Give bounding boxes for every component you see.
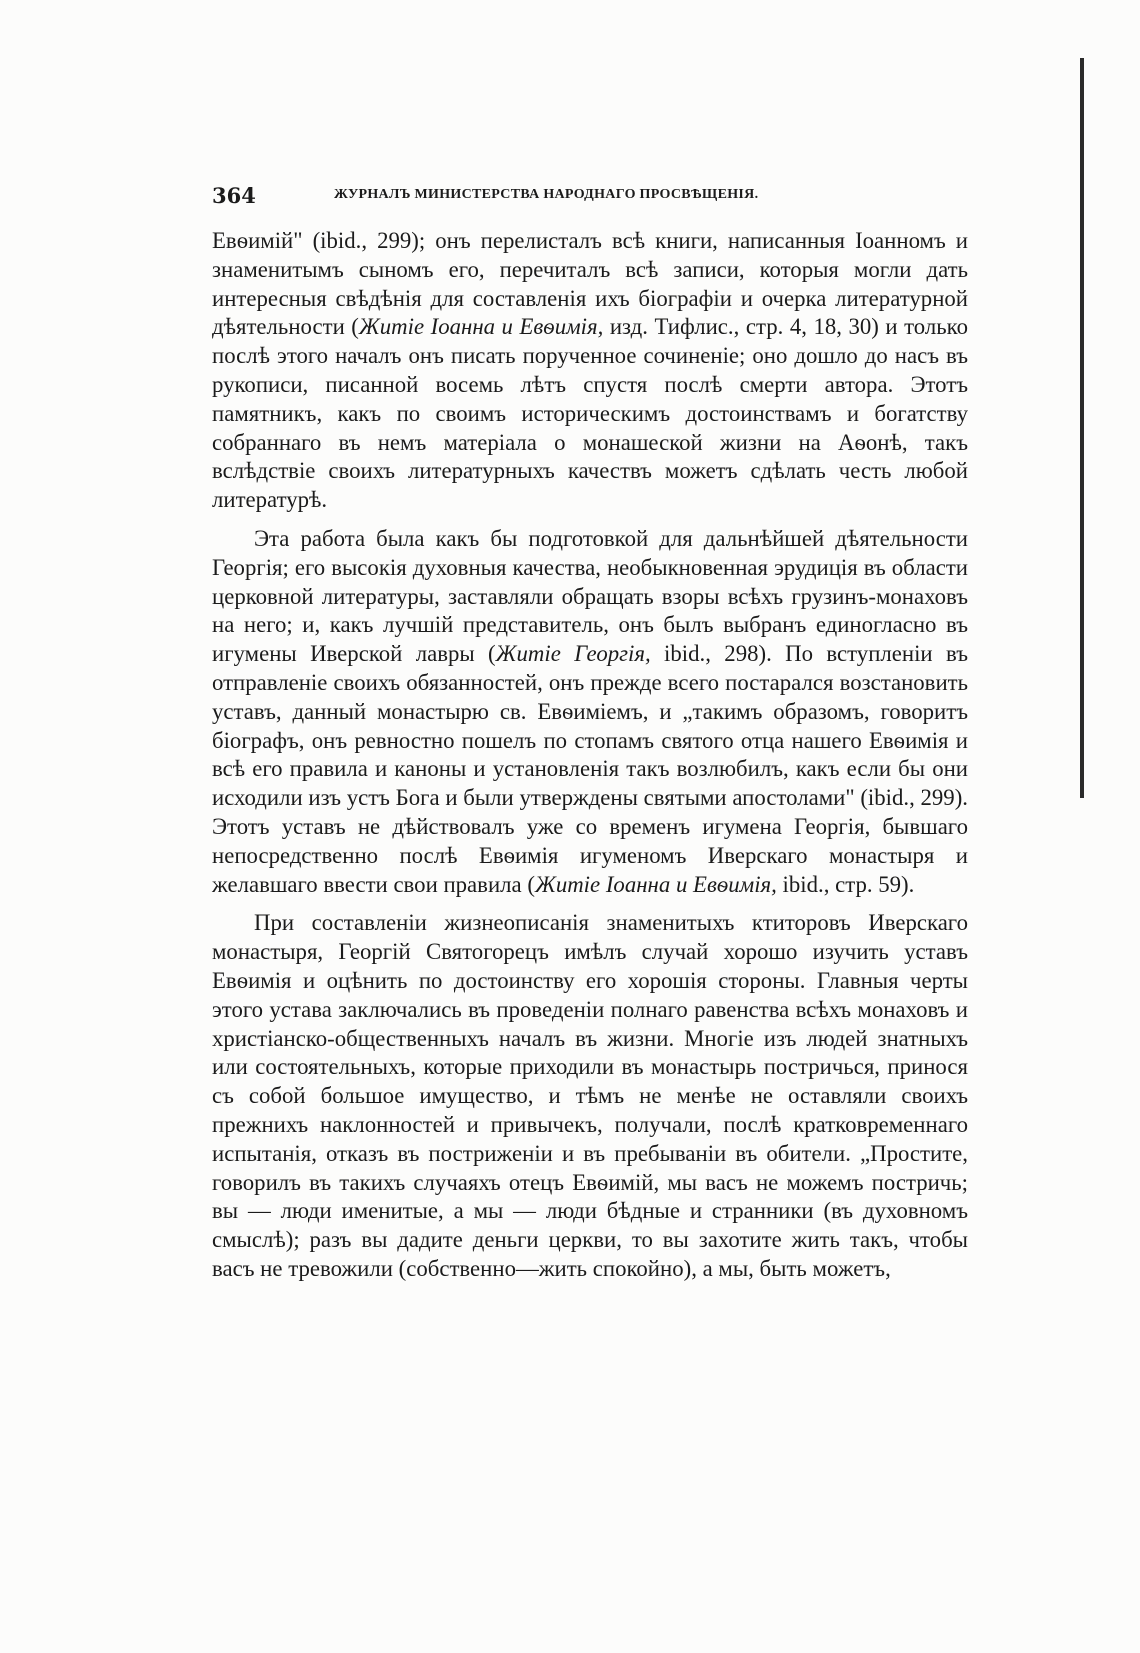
- journal-title: ЖУРНАЛЪ МИНИСТЕРСТВА НАРОДНАГО ПРОСВѢЩЕНІЯ.: [334, 187, 759, 202]
- body-text: [212, 227, 968, 1284]
- paragraph-1: [212, 227, 968, 515]
- paragraph-2-text-c: ibid., стр. 59).: [776, 871, 915, 897]
- paragraph-1-text-a: Евѳимій" (ibid., 299); онъ перелисталъ всѣ книги, написанныя Іоанномъ и знаменитымъ сыномъ его, перечиталъ всѣ записи, которыя могли дать интересныя свѣдѣнія для составленія ихъ біографіи и очерка литературной дѣятельности (: [212, 228, 968, 340]
- paragraph-2: [212, 525, 968, 899]
- paragraph-2-citation-1: Житіе Георгія,: [495, 641, 651, 667]
- page-edge-shadow: [1080, 58, 1084, 798]
- paragraph-2-citation-2: Житіе Іоанна и Евѳимія,: [534, 871, 777, 897]
- paragraph-2-text-a: Эта работа была какъ бы подготовкой для дальнѣйшей дѣятельности Георгія; его высокія духовныя качества, необыкновенная эрудиція въ области церковной литературы, заставляли обращать взоры всѣхъ грузинъ-монаховъ на него; и, какъ лучшій представитель, онъ былъ выбранъ единогласно въ игумены Иверской лавры (: [212, 525, 968, 667]
- paragraph-1-citation: Житіе Іоанна и Евѳимія,: [358, 314, 604, 340]
- page-number: 364: [212, 183, 256, 208]
- paragraph-3-text: При составленіи жизнеописанія знаменитыхъ ктиторовъ Иверскаго монастыря, Георгій Святогорецъ имѣлъ случай хорошо изучить уставъ Евѳимія и оцѣнить по достоинству его хорошія стороны. Главныя черты этого устава заключались въ проведеніи полнаго равенства всѣхъ монаховъ и христіанско-общественныхъ началъ въ жизни. Многіе изъ людей знатныхъ или состоятельныхъ, которые приходили въ монастырь постричься, принося съ собой большое имущество, и тѣмъ не менѣе не оставляли своихъ прежнихъ наклонностей и привычекъ, получали, послѣ кратковременнаго испытанія, отказъ въ постриженіи и въ пребываніи въ обители. „Простите, говорилъ въ такихъ случаяхъ отецъ Евѳимій, мы васъ не можемъ постричь; вы — люди именитые, а мы — люди бѣдные и странники (въ духовномъ смыслѣ); разъ вы дадите деньги церкви, то вы захотите жить такъ, чтобы васъ не тревожили (собственно—жить спокойно), а мы, быть можетъ,: [212, 910, 968, 1281]
- paragraph-3: [212, 909, 968, 1283]
- running-header: [212, 183, 968, 209]
- paragraph-2-text-b: ibid., 298). По вступленіи въ отправленіе своихъ обязанностей, онъ прежде всего постарался возстановить уставъ, данный монастырю св. Евѳиміемъ, и „такимъ образомъ, говоритъ біографъ, онъ ревностно пошелъ по стопамъ святого отца нашего Евѳимія и всѣ его правила и каноны и установленія такъ возлюбилъ, какъ если бы они исходили изъ устъ Бога и были утверждены святыми апостолами" (ibid., 299). Этотъ уставъ не дѣйствовалъ уже со временъ игумена Георгія, бывшаго непосредственно послѣ Евѳимія игуменомъ Иверскаго монастыря и желавшаго ввести свои правила (: [212, 641, 968, 897]
- paragraph-1-text-b: изд. Тифлис., стр. 4, 18, 30) и только послѣ этого началъ онъ писать порученное сочиненіе; оно дошло до насъ въ рукописи, писанной восемь лѣтъ спустя послѣ смерти автора. Этотъ памятникъ, какъ по своимъ историческимъ достоинствамъ и богатству собраннаго въ немъ матеріала о монашеской жизни на Аѳонѣ, такъ вслѣдствіе своихъ литературныхъ качествъ можетъ сдѣлать честь любой литературѣ.: [212, 314, 968, 513]
